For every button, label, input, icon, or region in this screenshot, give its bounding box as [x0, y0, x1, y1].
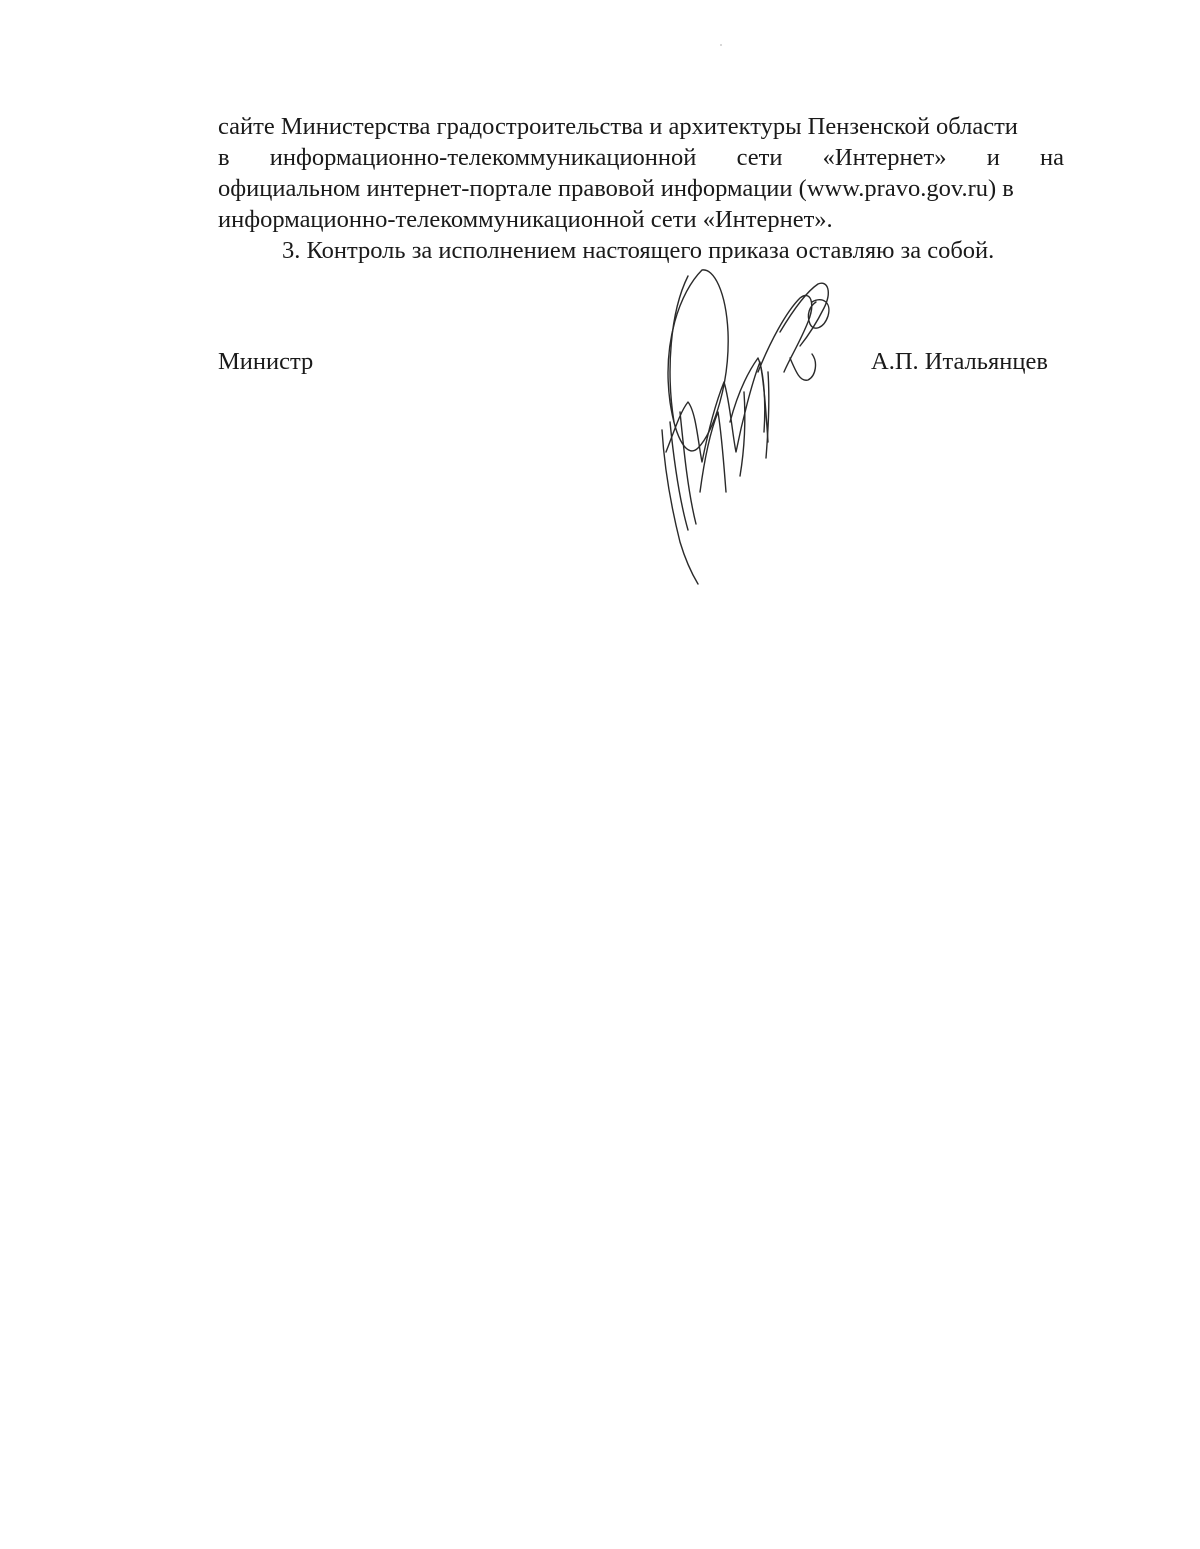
paragraph-line-4: информационно-телекоммуникационной сети «Интернет». [218, 206, 833, 233]
signatory-name: А.П. Итальянцев [871, 348, 1048, 375]
paragraph-line-2: в информационно-телекоммуникационной сети «Интернет» и на [218, 144, 1064, 171]
signatory-role: Министр [218, 348, 314, 375]
paragraph-line-3: официальном интернет-портале правовой информации (www.pravo.gov.ru) в [218, 175, 1014, 202]
document-body [218, 111, 1064, 266]
signature-icon [640, 262, 850, 592]
scan-speck [720, 44, 722, 46]
paragraph-line-1: сайте Министерства градостроительства и архитектуры Пензенской области [218, 113, 1018, 140]
item-3-control: 3. Контроль за исполнением настоящего приказа оставляю за собой. [282, 237, 995, 264]
